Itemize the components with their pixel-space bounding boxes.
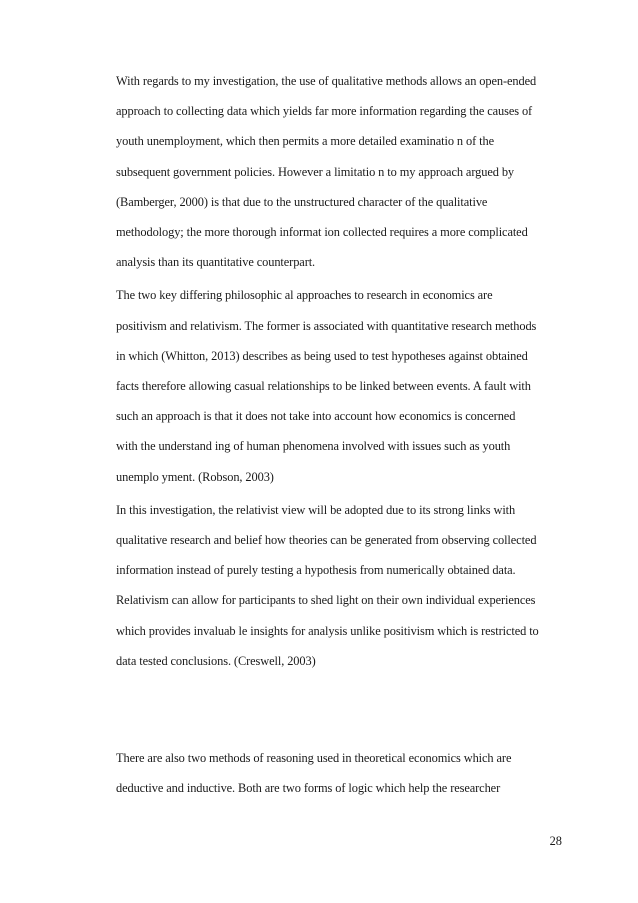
text-line: unemplo yment. (Robson, 2003) xyxy=(116,469,274,484)
page-number: 28 xyxy=(549,834,562,848)
text-line: information instead of purely testing a hypothesis from numerically obtained data. xyxy=(116,563,516,578)
paragraph-3 xyxy=(116,495,564,676)
text-line: subsequent government policies. However a limitatio n to my approach argued by xyxy=(116,164,515,179)
paragraph-2 xyxy=(116,280,564,491)
paragraph-4 xyxy=(116,743,564,803)
text-line: qualitative research and belief how theories can be generated from observing collected xyxy=(116,533,537,548)
text-line: such an approach is that it does not take into account how economics is concerned xyxy=(116,409,516,424)
text-line: analysis than its quantitative counterpart. xyxy=(116,255,316,270)
text-line: (Bamberger, 2000) is that due to the unstructured character of the qualitative xyxy=(116,194,488,209)
text-line: which provides invaluab le insights for analysis unlike positivism which is restricted to xyxy=(116,623,539,638)
text-line: with the understand ing of human phenomena involved with issues such as youth xyxy=(116,439,511,454)
text-line: facts therefore allowing casual relationships to be linked between events. A fault with xyxy=(116,379,531,394)
paragraph-spacer xyxy=(116,679,564,743)
text-line: youth unemployment, which then permits a more detailed examinatio n of the xyxy=(116,134,494,149)
text-line: deductive and inductive. Both are two forms of logic which help the researcher xyxy=(116,781,501,796)
text-line: positivism and relativism. The former is associated with quantitative research methods xyxy=(116,318,537,333)
text-line: Relativism can allow for participants to shed light on their own individual experiences xyxy=(116,593,536,608)
text-line: data tested conclusions. (Creswell, 2003) xyxy=(116,653,316,668)
text-line: With regards to my investigation, the use of qualitative methods allows an open-ended xyxy=(116,74,537,88)
text-line: The two key differing philosophic al approaches to research in economics are xyxy=(116,288,493,303)
text-line: methodology; the more thorough informat ion collected requires a more complicated xyxy=(116,225,528,240)
text-line: There are also two methods of reasoning used in theoretical economics which are xyxy=(116,751,512,766)
text-line: In this investigation, the relativist view will be adopted due to its strong links with xyxy=(116,502,516,517)
body-text xyxy=(116,66,564,806)
text-line: approach to collecting data which yields far more information regarding the causes of xyxy=(116,104,533,119)
paragraph-1 xyxy=(116,66,564,277)
text-line: in which (Whitton, 2013) describes as being used to test hypotheses against obtained xyxy=(116,348,528,363)
